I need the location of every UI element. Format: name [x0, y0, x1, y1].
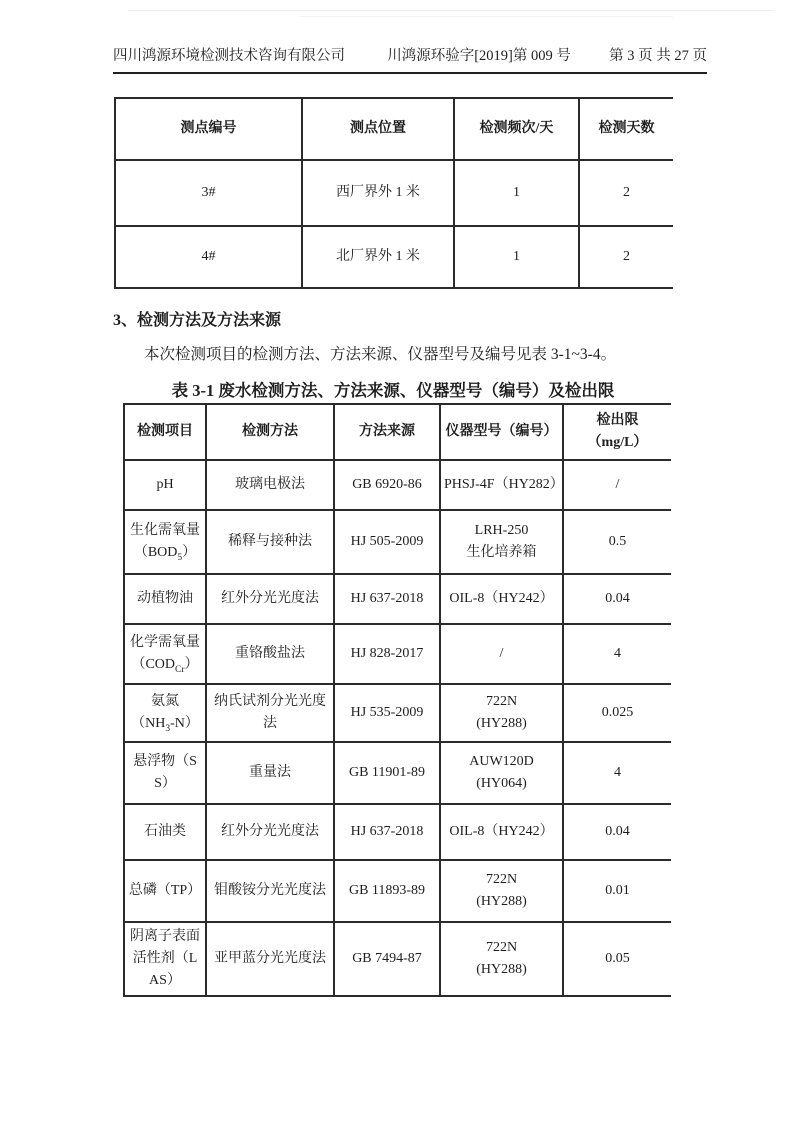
table-row [124, 860, 671, 922]
table-cell: 玻璃电极法 [206, 460, 334, 510]
scan-artifact [128, 10, 773, 11]
column-header: 检测方法 [206, 404, 334, 460]
table-cell: GB 11893-89 [334, 860, 440, 922]
table-row [124, 742, 671, 804]
table-cell: 1 [454, 160, 579, 226]
table-cell: 2 [579, 226, 673, 288]
column-header: 检出限 （mg/L） [563, 404, 671, 460]
table-cell: 亚甲蓝分光光度法 [206, 922, 334, 996]
column-header: 检测项目 [124, 404, 206, 460]
company-name: 四川鸿源环境检测技术咨询有限公司 [113, 48, 345, 64]
table-cell: 阴离子表面活性剂（LAS） [124, 922, 206, 996]
page-header [113, 46, 707, 74]
column-header: 测点编号 [115, 98, 302, 160]
table-cell: 1 [454, 226, 579, 288]
table-cell: 钼酸铵分光光度法 [206, 860, 334, 922]
table-cell: OIL-8（HY242） [440, 574, 563, 624]
table-cell: 重量法 [206, 742, 334, 804]
table-cell: 4 [563, 742, 671, 804]
table-cell: / [563, 460, 671, 510]
section-heading: 3、检测方法及方法来源 [113, 312, 282, 329]
table-cell: 722N (HY288) [440, 684, 563, 742]
table-cell: PHSJ-4F（HY282） [440, 460, 563, 510]
table-cell: 4# [115, 226, 302, 288]
table-cell: 4 [563, 624, 671, 684]
column-header: 检测天数 [579, 98, 673, 160]
points-table-header-row [115, 98, 673, 160]
table-cell: 重铬酸盐法 [206, 624, 334, 684]
table-cell: 2 [579, 160, 673, 226]
scan-artifact [300, 16, 673, 17]
column-header: 检测频次/天 [454, 98, 579, 160]
table-cell: 总磷（TP） [124, 860, 206, 922]
table-cell: 0.01 [563, 860, 671, 922]
table-cell: 纳氏试剂分光光度法 [206, 684, 334, 742]
table-cell: 稀释与接种法 [206, 510, 334, 574]
methods-table-header-row [124, 404, 671, 460]
wastewater-methods-table [123, 403, 671, 997]
table-cell: / [440, 624, 563, 684]
table-row [124, 922, 671, 996]
table-cell: HJ 535-2009 [334, 684, 440, 742]
sampling-points-table [114, 97, 673, 289]
table-cell: 3# [115, 160, 302, 226]
table-cell: 0.025 [563, 684, 671, 742]
table-row [124, 460, 671, 510]
table-cell: HJ 505-2009 [334, 510, 440, 574]
table-cell: HJ 637-2018 [334, 804, 440, 860]
table-cell: 722N (HY288) [440, 860, 563, 922]
table-cell: GB 6920-86 [334, 460, 440, 510]
table-row [124, 574, 671, 624]
table-cell: 北厂界外 1 米 [302, 226, 454, 288]
table-row [115, 226, 673, 288]
table-cell: 化学需氧量 $(COD_{Cr})$ [124, 624, 206, 684]
column-header: 测点位置 [302, 98, 454, 160]
table-cell: LRH-250 生化培养箱 [440, 510, 563, 574]
table-cell: 红外分光光度法 [206, 804, 334, 860]
table-row [115, 160, 673, 226]
table-cell: 氨氮 $(NH_3-N)$ [124, 684, 206, 742]
column-header: 方法来源 [334, 404, 440, 460]
table-row [124, 804, 671, 860]
table-row [124, 684, 671, 742]
table-cell: OIL-8（HY242） [440, 804, 563, 860]
table-cell: 722N (HY288) [440, 922, 563, 996]
table-cell: 红外分光光度法 [206, 574, 334, 624]
table-cell: 西厂界外 1 米 [302, 160, 454, 226]
table-cell: 0.04 [563, 804, 671, 860]
table-row [124, 510, 671, 574]
table-cell: HJ 828-2017 [334, 624, 440, 684]
table-cell: 0.04 [563, 574, 671, 624]
document-number: 川鸿源环验字[2019]第 009 号 [387, 48, 571, 64]
table-cell: GB 11901-89 [334, 742, 440, 804]
table-cell: 0.5 [563, 510, 671, 574]
table-cell: GB 7494-87 [334, 922, 440, 996]
table-cell: HJ 637-2018 [334, 574, 440, 624]
table-title: 表 3-1 废水检测方法、方法来源、仪器型号（编号）及检出限 [171, 381, 615, 400]
column-header: 仪器型号（编号） [440, 404, 563, 460]
table-cell: pH [124, 460, 206, 510]
table-cell: 动植物油 [124, 574, 206, 624]
intro-paragraph: 本次检测项目的检测方法、方法来源、仪器型号及编号见表 3-1~3-4。 [144, 346, 617, 363]
table-cell: 石油类 [124, 804, 206, 860]
table-cell: 生化需氧量 $(BOD_5)$ [124, 510, 206, 574]
table-cell: 悬浮物（SS） [124, 742, 206, 804]
page-number: 第 3 页 共 27 页 [609, 48, 707, 64]
table-cell: AUW120D (HY064) [440, 742, 563, 804]
table-cell: 0.05 [563, 922, 671, 996]
table-row [124, 624, 671, 684]
